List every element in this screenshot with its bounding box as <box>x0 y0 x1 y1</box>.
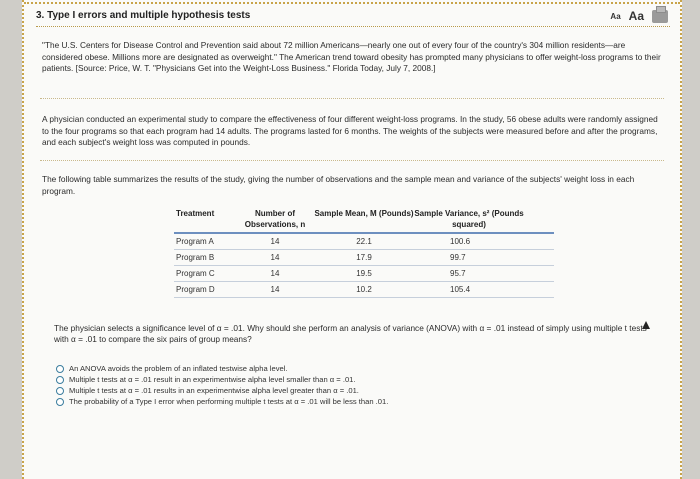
decrease-font-button[interactable]: Aa <box>610 11 621 21</box>
header-observations: Number of Observations, n <box>244 209 306 229</box>
question-text: The physician selects a significance level of α = .01. Why should she perform an analysis of variance (ANOVA) with α = .01 instead of simply using multiple t tests with α = .01 to compare the six pairs of group means? <box>54 323 647 344</box>
radio-button[interactable] <box>56 398 64 406</box>
cell-mean: 17.9 <box>356 253 372 262</box>
section-divider <box>40 98 664 99</box>
cell-mean: 19.5 <box>356 269 372 278</box>
cell-n: 14 <box>270 237 280 246</box>
print-icon[interactable] <box>652 10 668 23</box>
answer-options <box>56 363 616 407</box>
cell-treatment: Program D <box>176 285 215 294</box>
cell-variance: 100.6 <box>450 237 471 246</box>
cell-treatment: Program B <box>176 253 215 262</box>
table-row <box>174 282 554 298</box>
font-size-controls <box>610 9 668 23</box>
table-row <box>174 250 554 266</box>
header-mean: Sample Mean, M (Pounds) <box>314 209 414 218</box>
radio-button[interactable] <box>56 376 64 384</box>
cell-variance: 105.4 <box>450 285 471 294</box>
study-paragraph: A physician conducted an experimental study to compare the effectiveness of four different weight-loss programs. In the study, 56 obese adults were randomly assigned to the four programs so that each program had 14 adults. The programs lasted for 6 months. The weights of the subjects were measured before and after the programs, and each subject's weight loss was computed in pounds. <box>42 114 658 147</box>
intro-paragraph: "The U.S. Centers for Disease Control and Prevention said about 72 million Americans—nearly one out of every four of the country's 304 million residents—are considered obese. Millions more are designated as overweight." The American trend toward obesity has prompted many physicians to offer weight-loss programs to their patients. [Source: Price, W. T. "Physicians Get into the Weight-Loss Business." Florida Today, July 7, 2008.] <box>42 40 661 73</box>
table-header <box>174 208 554 234</box>
title-divider <box>36 26 670 27</box>
page-title: 3. Type I errors and multiple hypothesis tests <box>36 10 251 21</box>
cell-n: 14 <box>270 285 280 294</box>
cell-treatment: Program C <box>176 269 215 278</box>
radio-button[interactable] <box>56 387 64 395</box>
cell-n: 14 <box>270 253 280 262</box>
radio-button[interactable] <box>56 365 64 373</box>
answer-option-4[interactable] <box>56 396 616 407</box>
cell-variance: 95.7 <box>450 269 466 278</box>
cell-treatment: Program A <box>176 237 214 246</box>
question-page <box>22 0 682 479</box>
table-row <box>174 266 554 282</box>
results-table <box>174 208 554 298</box>
cell-n: 14 <box>270 269 280 278</box>
cell-mean: 10.2 <box>356 285 372 294</box>
answer-option-1[interactable] <box>56 363 616 374</box>
header-variance: Sample Variance, s² (Pounds squared) <box>414 209 524 229</box>
section-divider <box>40 160 664 161</box>
header-treatment: Treatment <box>176 209 215 218</box>
answer-label: The probability of a Type I error when performing multiple t tests at α = .01 will be less than .01. <box>69 397 389 406</box>
cell-variance: 99.7 <box>450 253 466 262</box>
answer-label: Multiple t tests at α = .01 results in an experimentwise alpha level greater than α = .01. <box>69 386 359 395</box>
answer-option-2[interactable] <box>56 374 616 385</box>
top-border <box>24 2 680 4</box>
cell-mean: 22.1 <box>356 237 372 246</box>
answer-option-3[interactable] <box>56 385 616 396</box>
answer-label: An ANOVA avoids the problem of an inflated testwise alpha level. <box>69 364 288 373</box>
increase-font-button[interactable]: Aa <box>628 9 644 23</box>
table-row <box>174 234 554 250</box>
table-intro-paragraph: The following table summarizes the results of the study, giving the number of observations and the sample mean and variance of the subjects' weight loss in each program. <box>42 174 635 196</box>
answer-label: Multiple t tests at α = .01 result in an experimentwise alpha level smaller than α = .01. <box>69 375 356 384</box>
